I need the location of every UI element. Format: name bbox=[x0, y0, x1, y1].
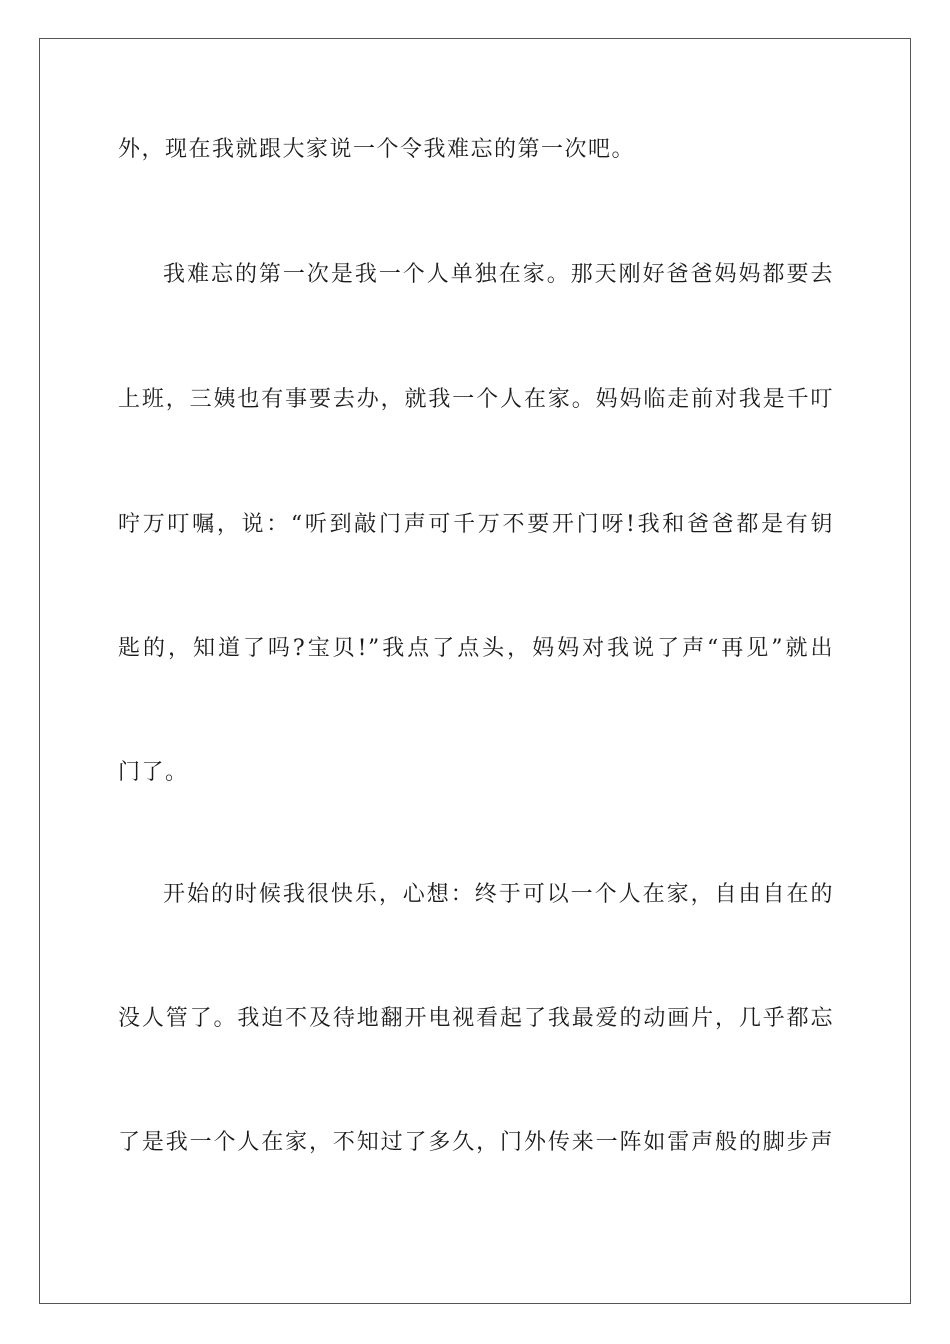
text-line-3: 上班，三姨也有事要去办，就我一个人在家。妈妈临走前对我是千叮 bbox=[118, 387, 834, 412]
text-line-4: 咛万叮嘱，说：“听到敲门声可千万不要开门呀!我和爸爸都是有钥 bbox=[118, 512, 834, 537]
text-line-2: 我难忘的第一次是我一个人单独在家。那天刚好爸爸妈妈都要去 bbox=[163, 262, 834, 287]
text-line-7: 开始的时候我很快乐，心想：终于可以一个人在家，自由自在的 bbox=[163, 882, 834, 907]
text-line-8: 没人管了。我迫不及待地翻开电视看起了我最爱的动画片，几乎都忘 bbox=[118, 1006, 834, 1031]
page-frame bbox=[39, 38, 911, 1304]
text-line-1: 外，现在我就跟大家说一个令我难忘的第一次吧。 bbox=[118, 137, 636, 162]
text-line-9: 了是我一个人在家，不知过了多久，门外传来一阵如雷声般的脚步声 bbox=[118, 1130, 834, 1155]
text-line-6: 门了。 bbox=[118, 760, 189, 785]
text-line-5: 匙的，知道了吗?宝贝!”我点了点头，妈妈对我说了声“再见”就出 bbox=[118, 636, 834, 661]
